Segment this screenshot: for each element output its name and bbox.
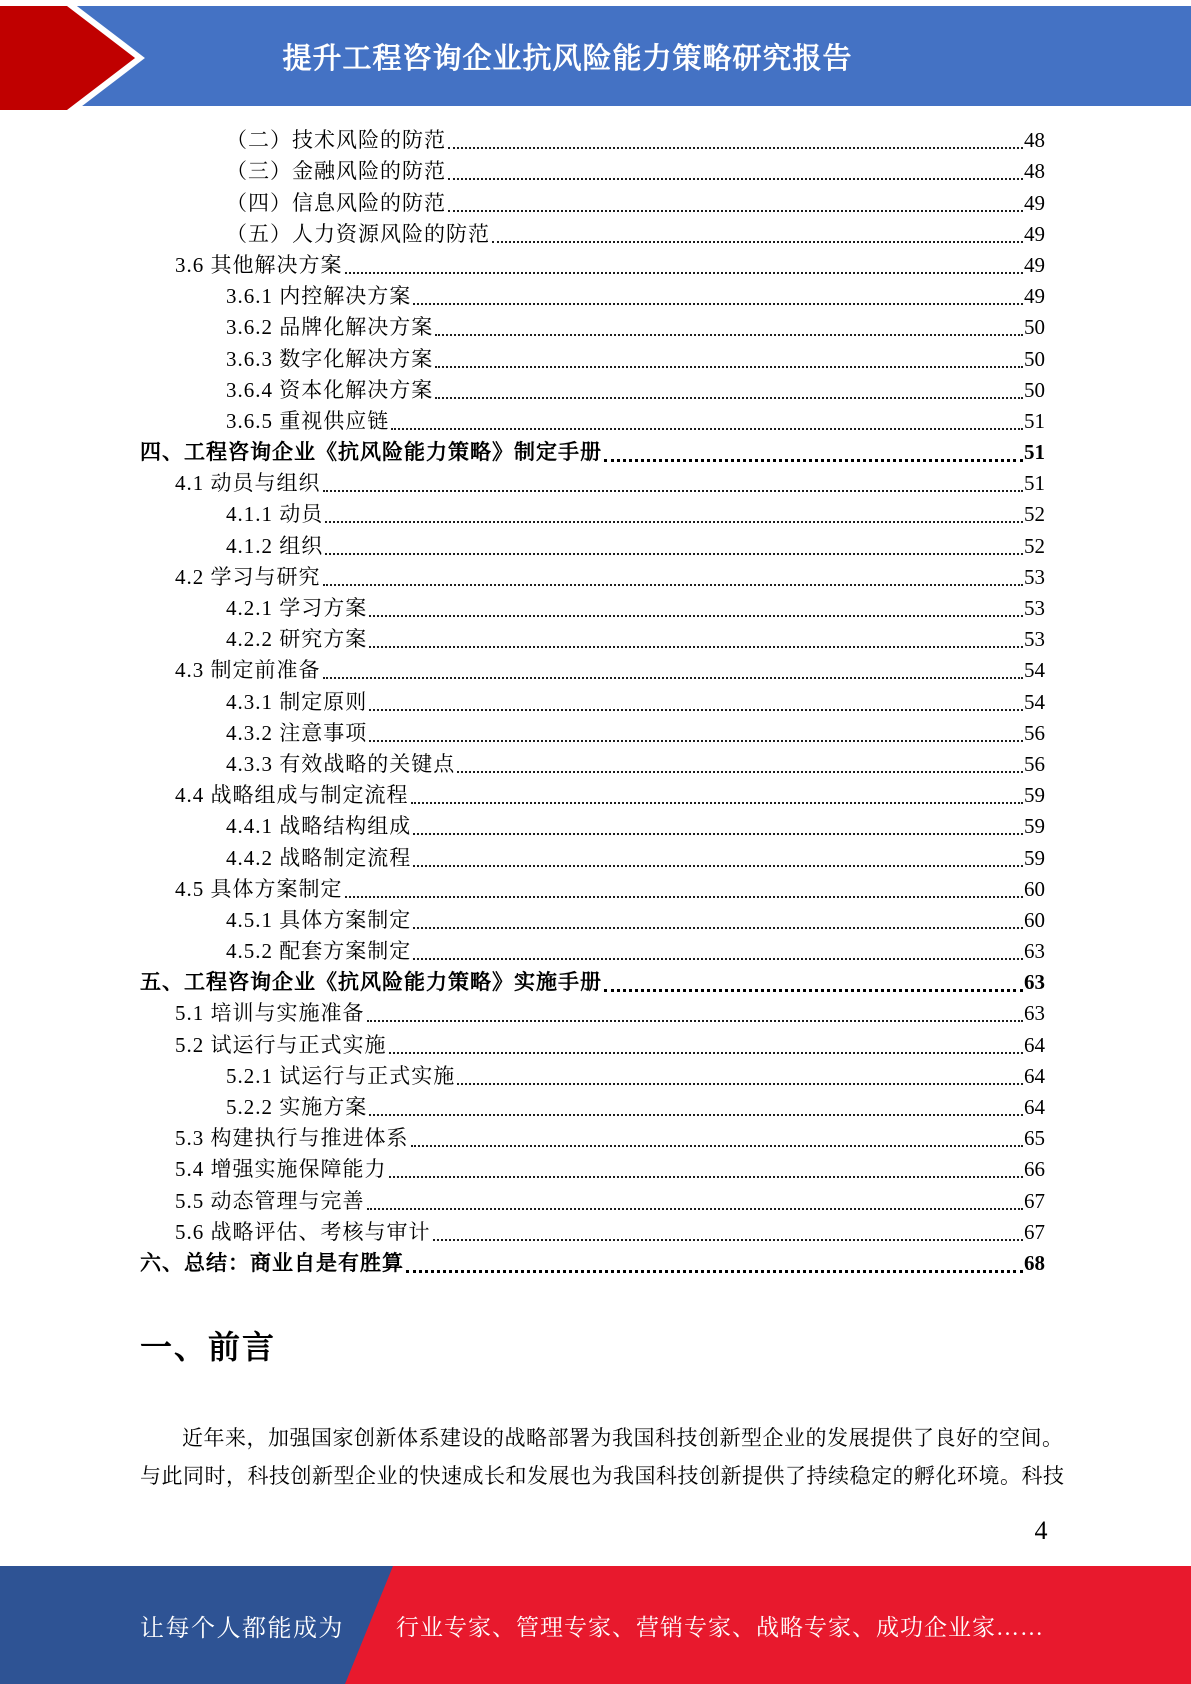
toc-entry-label: 3.6.2 品牌化解决方案 <box>226 315 434 340</box>
toc-entry[interactable] <box>140 717 1045 748</box>
toc-entry-label: 4.1 动员与组织 <box>175 471 321 496</box>
toc-entry-page: 54 <box>1024 658 1045 683</box>
toc-leader-dots <box>369 646 1023 648</box>
table-of-contents <box>140 124 1045 1278</box>
header-banner <box>0 6 1191 106</box>
toc-leader-dots <box>435 397 1023 399</box>
toc-entry[interactable] <box>140 374 1045 405</box>
toc-entry-label: 4.4.1 战略结构组成 <box>226 814 412 839</box>
toc-leader-dots <box>367 1020 1024 1022</box>
toc-entry-page: 64 <box>1024 1095 1045 1119</box>
toc-entry-page: 67 <box>1024 1219 1045 1244</box>
toc-leader-dots <box>413 303 1023 305</box>
toc-entry-page: 48 <box>1024 159 1045 184</box>
toc-entry-page: 53 <box>1024 596 1045 620</box>
toc-leader-dots <box>369 740 1023 742</box>
toc-entry-label: 六、总结：商业自是有胜算 <box>140 1250 404 1275</box>
footer-slogan-left: 让每个人都能成为 <box>140 1615 344 1642</box>
toc-entry-label: （三）金融风险的防范 <box>226 159 446 184</box>
toc-entry[interactable] <box>140 436 1045 467</box>
toc-entry-label: 5.2.1 试运行与正式实施 <box>226 1063 456 1088</box>
toc-entry-label: 4.3 制定前准备 <box>175 658 321 683</box>
toc-entry-label: 4.4.2 战略制定流程 <box>226 845 412 870</box>
toc-leader-dots <box>369 615 1023 617</box>
body-line: 近年来，加强国家创新体系建设的战略部署为我国科技创新型企业的发展提供了良好的空间。 <box>182 1426 1064 1450</box>
toc-leader-dots <box>323 677 1024 679</box>
toc-entry[interactable] <box>140 561 1045 592</box>
toc-entry-label: 4.3.3 有效战略的关键点 <box>226 751 456 776</box>
toc-entry[interactable] <box>140 1153 1045 1184</box>
footer-banner <box>0 1566 1191 1684</box>
toc-entry-page: 67 <box>1024 1188 1045 1213</box>
toc-entry[interactable] <box>140 592 1045 623</box>
toc-leader-dots <box>492 241 1023 243</box>
toc-leader-dots <box>457 771 1023 773</box>
toc-leader-dots <box>345 896 1024 898</box>
toc-entry[interactable] <box>140 498 1045 529</box>
toc-entry-page: 59 <box>1024 814 1045 839</box>
toc-entry[interactable] <box>140 997 1045 1028</box>
footer-slogan-right: 行业专家、管理专家、营销专家、战略专家、成功企业家…… <box>396 1614 1044 1640</box>
toc-entry-label: 四、工程咨询企业《抗风险能力策略》制定手册 <box>140 440 602 465</box>
toc-leader-dots <box>457 1083 1023 1085</box>
toc-entry[interactable] <box>140 623 1045 654</box>
toc-entry[interactable] <box>140 966 1045 997</box>
toc-entry[interactable] <box>140 1247 1045 1278</box>
toc-entry-page: 50 <box>1024 346 1045 371</box>
toc-entry[interactable] <box>140 405 1045 436</box>
toc-leader-dots <box>413 927 1023 929</box>
toc-entry-page: 59 <box>1024 783 1045 808</box>
toc-leader-dots <box>433 1239 1024 1241</box>
toc-entry-label: 4.5.1 具体方案制定 <box>226 907 412 932</box>
toc-leader-dots <box>323 490 1024 492</box>
toc-entry[interactable] <box>140 218 1045 249</box>
toc-entry-page: 63 <box>1024 1001 1045 1026</box>
toc-leader-dots <box>604 989 1023 992</box>
toc-leader-dots <box>413 958 1023 960</box>
page-number: 4 <box>1034 1516 1048 1545</box>
toc-entry-label: （二）技术风险的防范 <box>226 128 446 153</box>
toc-leader-dots <box>325 521 1023 523</box>
toc-entry-page: 60 <box>1024 907 1045 932</box>
toc-entry-page: 50 <box>1024 377 1045 402</box>
toc-entry-label: 5.3 构建执行与推进体系 <box>175 1126 409 1151</box>
toc-entry-label: 4.2 学习与研究 <box>175 564 321 589</box>
section-heading: 一、前言 <box>140 1329 277 1365</box>
toc-entry[interactable] <box>140 186 1045 217</box>
toc-entry-page: 60 <box>1024 876 1045 901</box>
toc-entry[interactable] <box>140 1122 1045 1153</box>
toc-entry[interactable] <box>140 155 1045 186</box>
toc-entry-label: 4.1.2 组织 <box>226 533 324 558</box>
toc-entry-label: 3.6.5 重视供应链 <box>226 408 390 433</box>
body-paragraph <box>140 1419 1065 1495</box>
toc-entry-label: 4.1.1 动员 <box>226 502 324 527</box>
toc-entry-page: 51 <box>1024 408 1045 433</box>
toc-leader-dots <box>448 210 1023 212</box>
toc-entry[interactable] <box>140 904 1045 935</box>
toc-leader-dots <box>435 334 1023 336</box>
toc-entry[interactable] <box>140 748 1045 779</box>
report-title: 提升工程咨询企业抗风险能力策略研究报告 <box>282 42 853 75</box>
toc-entry-page: 49 <box>1024 284 1045 309</box>
toc-leader-dots <box>411 1145 1024 1147</box>
toc-leader-dots <box>389 1052 1024 1054</box>
toc-entry[interactable] <box>140 1216 1045 1247</box>
toc-entry[interactable] <box>140 779 1045 810</box>
toc-entry-page: 52 <box>1024 533 1045 558</box>
toc-entry[interactable] <box>140 654 1045 685</box>
toc-entry-page: 56 <box>1024 751 1045 776</box>
toc-entry-label: 4.2.2 研究方案 <box>226 627 368 652</box>
toc-leader-dots <box>604 459 1023 462</box>
toc-leader-dots <box>325 553 1023 555</box>
arrow-banner-icon <box>0 0 160 116</box>
toc-entry-page: 64 <box>1024 1032 1045 1057</box>
toc-entry-page: 49 <box>1024 252 1045 277</box>
toc-leader-dots <box>413 833 1023 835</box>
toc-entry[interactable] <box>140 467 1045 498</box>
toc-entry-page: 68 <box>1024 1250 1045 1275</box>
toc-entry[interactable] <box>140 311 1045 342</box>
toc-entry-page: 52 <box>1024 502 1045 527</box>
toc-entry-label: 4.2.1 学习方案 <box>226 596 368 620</box>
toc-leader-dots <box>367 1208 1024 1210</box>
toc-entry[interactable] <box>140 810 1045 841</box>
toc-leader-dots <box>411 802 1024 804</box>
toc-leader-dots <box>323 584 1024 586</box>
toc-entry-page: 53 <box>1024 627 1045 652</box>
toc-entry-label: 5.2 试运行与正式实施 <box>175 1032 387 1057</box>
toc-entry[interactable] <box>140 873 1045 904</box>
toc-leader-dots <box>391 428 1023 430</box>
toc-entry-label: 4.3.2 注意事项 <box>226 720 368 745</box>
toc-entry-page: 63 <box>1024 970 1045 995</box>
toc-entry-label: 5.2.2 实施方案 <box>226 1095 368 1119</box>
toc-entry-label: 3.6 其他解决方案 <box>175 252 343 277</box>
toc-entry-label: 3.6.3 数字化解决方案 <box>226 346 434 371</box>
toc-entry[interactable] <box>140 1060 1045 1091</box>
toc-entry[interactable] <box>140 280 1045 311</box>
toc-leader-dots <box>345 272 1024 274</box>
toc-entry-label: 4.5.2 配套方案制定 <box>226 939 412 964</box>
toc-entry-page: 51 <box>1024 471 1045 496</box>
toc-entry-page: 66 <box>1024 1157 1045 1182</box>
toc-entry-label: 5.6 战略评估、考核与审计 <box>175 1219 431 1244</box>
toc-entry[interactable] <box>140 249 1045 280</box>
toc-leader-dots <box>369 1114 1023 1116</box>
toc-entry[interactable] <box>140 529 1045 560</box>
toc-entry-label: 5.5 动态管理与完善 <box>175 1188 365 1213</box>
toc-leader-dots <box>389 1176 1024 1178</box>
toc-entry[interactable] <box>140 1184 1045 1215</box>
toc-entry[interactable] <box>140 841 1045 872</box>
toc-entry-page: 63 <box>1024 939 1045 964</box>
toc-entry-label: 5.1 培训与实施准备 <box>175 1001 365 1026</box>
toc-entry-label: （五）人力资源风险的防范 <box>226 221 490 246</box>
toc-leader-dots <box>448 147 1023 149</box>
toc-entry[interactable] <box>140 935 1045 966</box>
toc-leader-dots <box>435 366 1023 368</box>
toc-entry-label: （四）信息风险的防范 <box>226 190 446 215</box>
toc-entry-label: 4.3.1 制定原则 <box>226 689 368 714</box>
toc-entry[interactable] <box>140 342 1045 373</box>
toc-entry-label: 4.4 战略组成与制定流程 <box>175 783 409 808</box>
toc-entry-page: 54 <box>1024 689 1045 714</box>
toc-entry-page: 49 <box>1024 221 1045 246</box>
toc-entry-page: 59 <box>1024 845 1045 870</box>
toc-leader-dots <box>406 1270 1023 1273</box>
toc-leader-dots <box>413 865 1023 867</box>
toc-entry-page: 53 <box>1024 564 1045 589</box>
toc-entry-page: 64 <box>1024 1063 1045 1088</box>
toc-entry-page: 50 <box>1024 315 1045 340</box>
body-line: 与此同时，科技创新型企业的快速成长和发展也为我国科技创新提供了持续稳定的孵化环境。科技 <box>140 1464 1065 1488</box>
toc-entry-page: 49 <box>1024 190 1045 215</box>
toc-entry[interactable] <box>140 1028 1045 1059</box>
toc-entry-page: 65 <box>1024 1126 1045 1151</box>
toc-leader-dots <box>369 709 1023 711</box>
toc-leader-dots <box>448 178 1023 180</box>
toc-entry[interactable] <box>140 1091 1045 1122</box>
toc-entry-label: 4.5 具体方案制定 <box>175 876 343 901</box>
toc-entry[interactable] <box>140 685 1045 716</box>
toc-entry[interactable] <box>140 124 1045 155</box>
toc-entry-page: 51 <box>1024 440 1045 465</box>
toc-entry-page: 56 <box>1024 720 1045 745</box>
toc-entry-label: 3.6.4 资本化解决方案 <box>226 377 434 402</box>
toc-entry-page: 48 <box>1024 128 1045 153</box>
toc-entry-label: 3.6.1 内控解决方案 <box>226 284 412 309</box>
toc-entry-label: 5.4 增强实施保障能力 <box>175 1157 387 1182</box>
toc-entry-label: 五、工程咨询企业《抗风险能力策略》实施手册 <box>140 970 602 995</box>
